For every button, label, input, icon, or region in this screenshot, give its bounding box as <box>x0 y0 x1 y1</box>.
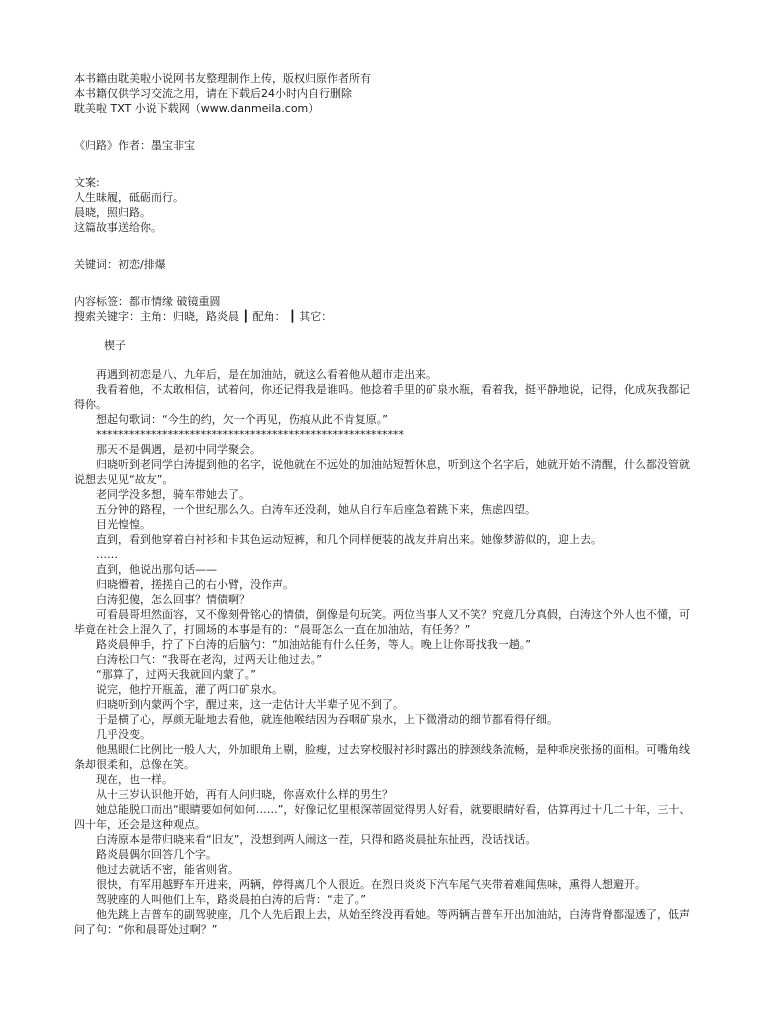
chapter-paragraph: 可看晨哥坦然面容，又不像刻骨铭心的情债，倒像是句玩笑。两位当事人又不笑？究竟几分真假，白涛这个外人也不懂，可毕竟在社会上混久了，打圆场的本事是有的：“晨哥怎么一直在加油站，有任务？” <box>74 608 690 636</box>
chapter-paragraph: 想起句歌词：“今生的约，欠一个再见，伤痕从此不肯复原。” <box>96 413 388 426</box>
chapter-title: 楔子 <box>104 339 126 352</box>
chapter-paragraph: 她总能脱口而出“眼睛要如何如何……”，好像记忆里根深蒂固觉得男人好看，就要眼睛好看，估算再过十几二十年，三十、四十年，还会是这种观点。 <box>74 803 691 831</box>
chapter-paragraph: 白涛犯傻，怎么回事？情债啊？ <box>96 593 250 606</box>
chapter-paragraph: 几乎没变。 <box>96 728 151 741</box>
chapter-paragraph: 目光惶惶。 <box>96 518 151 531</box>
chapter-paragraph: 说完，他拧开瓶盖，灌了两口矿泉水。 <box>96 683 283 696</box>
chapter-paragraph: 直到，他说出那句话—— <box>96 563 217 576</box>
chapter-paragraph: 白涛松口气：“我哥在老沟，过两天让他过去。” <box>96 653 322 666</box>
header-line-1: 本书籍由耽美啦小说网书友整理制作上传，版权归原作者所有 <box>74 72 371 85</box>
keywords: 关键词：初恋/排爆 <box>74 258 166 271</box>
chapter-paragraph: “那算了，过两天我就回内蒙了。” <box>96 668 256 681</box>
blurb-line: 这篇故事送给你。 <box>74 221 162 234</box>
chapter-paragraph: 他黑眼仁比例比一般人大，外加眼角上剔，脸瘦，过去穿校服衬衫时露出的脖颈线条流畅，是种乖戾张扬的面相。可嘴角线条却很柔和，总像在笑。 <box>74 743 690 771</box>
chapter-paragraph: 归晓听到老同学白涛提到他的名字，说他就在不远处的加油站短暂休息，听到这个名字后，她就开始不清醒，什么都没管就说想去见见“故友”。 <box>74 458 690 486</box>
chapter-paragraph: 归晓懵着，搓搓自己的右小臂，没作声。 <box>96 578 294 591</box>
chapter-paragraph: 于是横了心，厚颜无耻地去看他，就连他喉结因为吞咽矿泉水，上下微滑动的细节都看得仔细。 <box>96 713 558 726</box>
chapter-paragraph: 归晓听到内蒙两个字，醒过来，这一走估计大半辈子见不到了。 <box>96 698 404 711</box>
chapter-paragraph: 直到，看到他穿着白衬衫和卡其色运动短裤，和几个同样便装的战友并肩出来。她像梦游似的，迎上去。 <box>96 533 602 546</box>
chapter-paragraph: 从十三岁认识他开始，再有人问归晓，你喜欢什么样的男生？ <box>96 788 393 801</box>
content-tags: 内容标签：都市情缘 破镜重圆 <box>74 295 221 308</box>
document-page <box>74 71 694 937</box>
blurb-heading: 文案: <box>74 176 100 189</box>
chapter-paragraph: 那天不是偶遇，是初中同学聚会。 <box>96 443 261 456</box>
header-line-3: 耽美啦 TXT 小说下载网（www.danmeila.com） <box>74 102 320 115</box>
header-line-2: 本书籍仅供学习交流之用，请在下载后24小时内自行删除 <box>74 87 352 100</box>
chapter-body <box>74 367 694 937</box>
chapter-paragraph: …… <box>96 548 118 561</box>
chapter-paragraph: 他先跳上吉普车的副驾驶座，几个人先后跟上去，从始至终没再看她。等两辆吉普车开出加油站，白涛背脊都湿透了，低声问了句：“你和晨哥处过啊？” <box>74 908 690 936</box>
chapter-paragraph: 驾驶座的人叫他们上车，路炎晨拍白涛的后背：“走了。” <box>96 893 366 906</box>
chapter-paragraph: 路炎晨伸手，拧了下白涛的后脑勺：“加油站能有什么任务，等人。晚上让你哥找我一趟。” <box>96 638 531 651</box>
chapter-paragraph: 路炎晨偶尔回答几个字。 <box>96 848 217 861</box>
blurb-line: 晨晓，照归路。 <box>74 206 151 219</box>
chapter-paragraph: 老同学没多想，骑车带她去了。 <box>96 488 250 501</box>
chapter-paragraph: 他过去就话不密，能省则省。 <box>96 863 239 876</box>
chapter-paragraph: ******************************************************** <box>96 428 404 441</box>
search-keywords: 搜索关键字：主角：归晓，路炎晨 ┃ 配角： ┃ 其它： <box>74 310 333 323</box>
book-title-author: 《归路》作者：墨宝非宝 <box>74 139 195 152</box>
chapter-paragraph: 我看着他，不太敢相信，试着问，你还记得我是谁吗。他捻着手里的矿泉水瓶，看着我，挺平静地说，记得，化成灰我都记得你。 <box>74 383 690 411</box>
chapter-paragraph: 白涛原本是带归晓来看“旧友”，没想到两人闹这一茬，只得和路炎晨扯东扯西，没话找话。 <box>96 833 537 846</box>
chapter-paragraph: 再遇到初恋是八、九年后，是在加油站，就这么看着他从超市走出来。 <box>96 368 437 381</box>
chapter-paragraph: 很快，有军用越野车开进来，两辆，停得离几个人很近。在烈日炎炎下汽车尾气夹带着难闻焦味，熏得人想避开。 <box>96 878 646 891</box>
chapter-paragraph: 现在，也一样。 <box>96 773 173 786</box>
chapter-paragraph: 五分钟的路程，一个世纪那么久。白涛车还没刹，她从自行车后座急着跳下来，焦虑四望。 <box>96 503 536 516</box>
blurb-line: 人生昧履，砥砺而行。 <box>74 191 184 204</box>
